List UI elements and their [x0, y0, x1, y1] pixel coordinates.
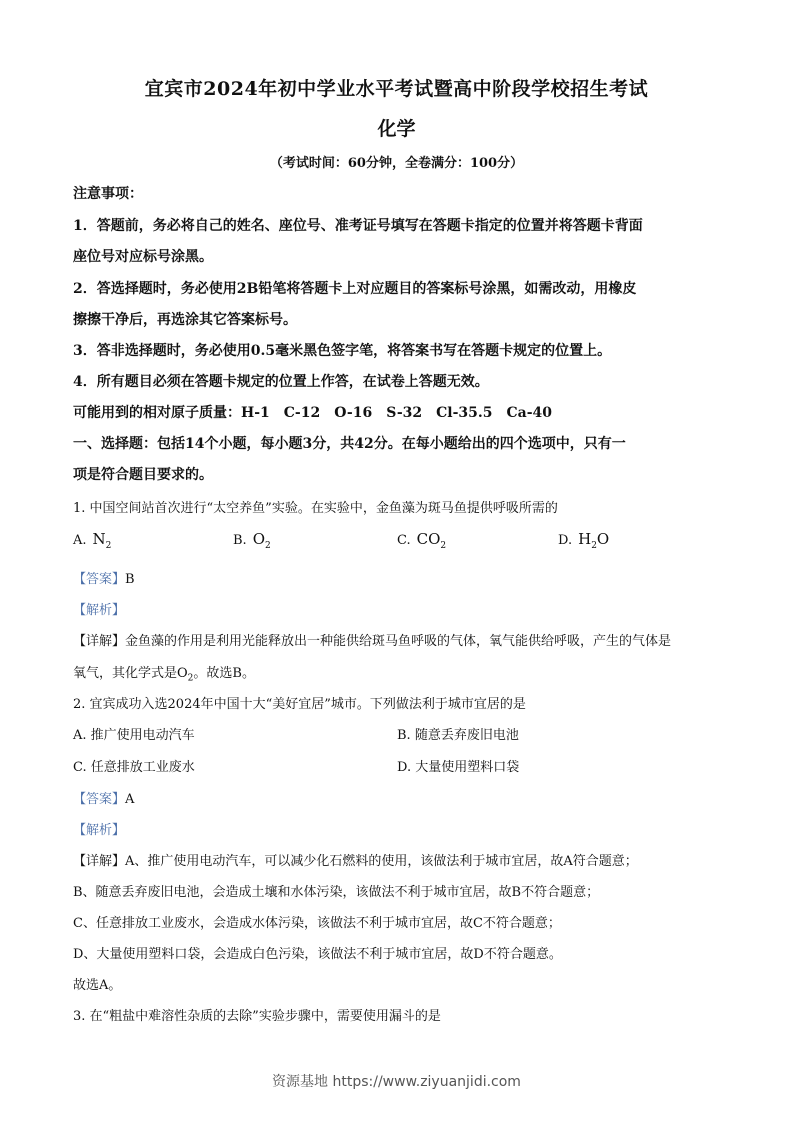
detail-text: 。故选B。 — [193, 666, 255, 681]
q1-option-a — [73, 530, 111, 551]
q1-analysis — [73, 599, 733, 618]
detail-tag: 【详解】 — [73, 634, 126, 649]
q2-detail-line-3: C、任意排放工业废水，会造成水体污染，该做法不利于城市宜居，故C不符合题意； — [73, 916, 561, 931]
exam-info: （考试时间：60分钟，全卷满分：100分） — [269, 156, 524, 171]
formula — [252, 530, 271, 551]
note-1-line-1: 1．答题前，务必将自己的姓名、座位号、准考证号填写在答题卡指定的位置并将答题卡背面 — [73, 218, 643, 234]
q2-detail-line-5: 故选A。 — [73, 978, 122, 993]
option-letter: D. — [558, 533, 573, 548]
answer-value: B — [125, 572, 135, 587]
q2-stem: 2. 宜宾成功入选2024年中国十大“美好宜居”城市。下列做法利于城市宜居的是 — [73, 697, 526, 712]
atomic-masses: 可能用到的相对原子质量：H-1 C-12 O-16 S-32 Cl-35.5 Ca-40 — [73, 405, 553, 421]
answer-value: A — [125, 792, 135, 807]
formula-base: O — [252, 530, 265, 548]
detail-tag: 【详解】 — [73, 854, 126, 869]
q2-option-a: A. 推广使用电动汽车 — [73, 728, 195, 743]
option-letter: B. — [233, 533, 247, 548]
formula — [92, 530, 112, 551]
q2-detail-line-2: B、随意丢弃废旧电池，会造成土壤和水体污染，该做法不利于城市宜居，故B不符合题意； — [73, 885, 600, 900]
analysis-tag: 【解析】 — [73, 823, 126, 838]
note-2-line-1: 2．答选择题时，务必使用2B铅笔将答题卡上对应题目的答案标号涂黑，如需改动，用橡皮 — [73, 281, 637, 297]
q2-answer — [73, 788, 733, 807]
option-letter: A. — [73, 533, 87, 548]
note-4: 4．所有题目必须在答题卡规定的位置上作答，在试卷上答题无效。 — [73, 374, 489, 390]
q2-analysis — [73, 819, 733, 838]
q1-option-b — [233, 530, 271, 551]
q1-detail-line-1 — [73, 630, 733, 649]
subject-title: 化学 — [377, 118, 416, 140]
q2-detail-line-1 — [73, 850, 733, 869]
formula — [578, 530, 610, 551]
answer-tag: 【答案】 — [73, 792, 126, 807]
q1-stem: 1. 中国空间站首次进行“太空养鱼”实验。在实验中，金鱼藻为斑马鱼提供呼吸所需的 — [73, 501, 558, 516]
formula-base: N — [92, 530, 106, 548]
formula-sub: 2 — [105, 541, 112, 551]
analysis-tag: 【解析】 — [73, 603, 126, 618]
detail-text: 氧气，其化学式是O — [73, 666, 188, 681]
formula — [416, 530, 447, 551]
q3-stem: 3. 在“粗盐中难溶性杂质的去除”实验步骤中，需要使用漏斗的是 — [73, 1009, 441, 1024]
formula-sub: 2 — [265, 541, 271, 551]
formula-tail: O — [596, 530, 610, 548]
q2-option-d: D. 大量使用塑料口袋 — [397, 760, 520, 775]
q1-option-c — [397, 530, 446, 551]
watermark-footer: 资源基地 https://www.ziyuanjidi.com — [272, 1074, 521, 1090]
formula-base: H — [578, 530, 592, 548]
exam-title: 宜宾市2024年初中学业水平考试暨高中阶段学校招生考试 — [144, 78, 649, 100]
q1-answer — [73, 568, 733, 587]
answer-tag: 【答案】 — [73, 572, 126, 587]
formula-base: CO — [416, 530, 441, 548]
notes-heading: 注意事项： — [73, 186, 143, 202]
detail-text: A、推广使用电动汽车，可以减少化石燃料的使用，该做法利于城市宜居，故A符合题意； — [125, 854, 638, 869]
q1-detail-line-2 — [73, 662, 733, 684]
note-2-line-2: 擦擦干净后，再选涂其它答案标号。 — [73, 312, 297, 328]
section1-heading-line-2: 项是符合题目要求的。 — [73, 467, 213, 483]
formula-sub: 2 — [591, 541, 597, 551]
q2-option-c: C. 任意排放工业废水 — [73, 760, 195, 775]
q2-option-b: B. 随意丢弃废旧电池 — [397, 728, 519, 743]
detail-text: 金鱼藻的作用是利用光能释放出一种能供给斑马鱼呼吸的气体，氧气能供给呼吸，产生的气体是 — [125, 634, 672, 649]
q1-option-d — [558, 530, 609, 551]
option-letter: C. — [397, 533, 411, 548]
formula-sub: 2 — [440, 541, 447, 551]
q2-detail-line-4: D、大量使用塑料口袋，会造成白色污染，该做法不利于城市宜居，故D不符合题意。 — [73, 947, 562, 962]
section1-heading-line-1: 一、选择题：包括14个小题，每小题3分，共42分。在每小题给出的四个选项中，只有一 — [73, 436, 626, 452]
note-1-line-2: 座位号对应标号涂黑。 — [73, 249, 213, 265]
formula-sub: 2 — [187, 673, 194, 684]
note-3: 3．答非选择题时，务必使用0.5毫米黑色签字笔，将答案书写在答题卡规定的位置上。 — [73, 343, 612, 359]
